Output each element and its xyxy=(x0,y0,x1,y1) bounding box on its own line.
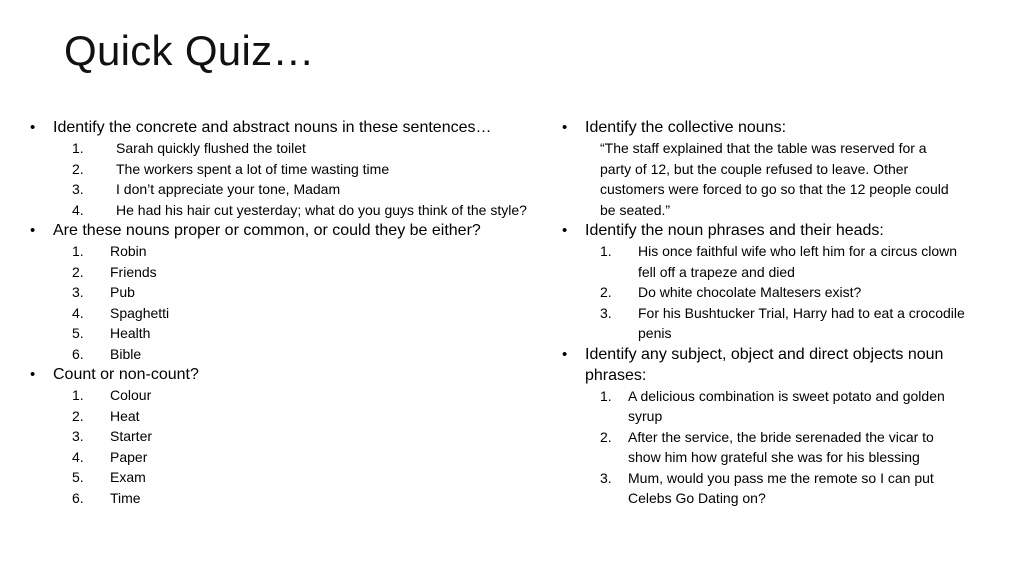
subject-object-list xyxy=(560,386,980,509)
item-text: Spaghetti xyxy=(110,304,170,321)
item-text: Pub xyxy=(110,284,135,300)
bullet-icon: • xyxy=(30,366,36,383)
item-text: Sarah quickly flushed the toilet xyxy=(116,140,306,156)
bullet-heading: Are these nouns proper or common, or could they be either? xyxy=(53,222,481,239)
quote-block xyxy=(560,138,980,220)
item-number: 6. xyxy=(72,345,84,362)
bullet-icon: • xyxy=(30,119,36,136)
item-text: Bible xyxy=(110,345,142,362)
list-item xyxy=(560,427,968,468)
item-text: Friends xyxy=(110,263,157,280)
item-text: Colour xyxy=(110,387,152,403)
item-number: 2. xyxy=(72,407,84,424)
item-text: A delicious combination is sweet potato and golden syrup xyxy=(628,387,945,424)
list-item xyxy=(560,386,968,427)
bullet-proper-common xyxy=(28,220,548,241)
bullet-icon: • xyxy=(562,119,568,136)
bullet-icon: • xyxy=(562,222,568,239)
list-item xyxy=(560,282,968,303)
list-item xyxy=(28,159,548,180)
list-item xyxy=(28,282,548,303)
list-item xyxy=(560,468,968,509)
list-item xyxy=(28,179,548,200)
item-text: Robin xyxy=(110,243,147,259)
list-item xyxy=(28,200,532,221)
list-item xyxy=(28,241,548,262)
list-item xyxy=(28,426,548,447)
right-column xyxy=(560,117,980,509)
list-item xyxy=(28,323,548,344)
item-number: 1. xyxy=(72,243,84,259)
item-number: 1. xyxy=(600,243,612,259)
item-text: He had his hair cut yesterday; what do you guys think of the style? xyxy=(116,201,527,218)
bullet-heading: Count or non-count? xyxy=(53,366,199,383)
left-column xyxy=(28,117,548,508)
slide-title: Quick Quiz… xyxy=(64,27,315,74)
item-text: Do white chocolate Maltesers exist? xyxy=(638,284,862,300)
item-number: 3. xyxy=(600,304,612,321)
item-text: The workers spent a lot of time wasting time xyxy=(116,160,390,177)
item-number: 3. xyxy=(600,469,612,486)
quote-text: “The staff explained that the table was reserved for a party of 12, but the couple refused to leave. Other customers were forced to go so that the 12 people could be seated.” xyxy=(600,140,949,218)
item-text: Mum, would you pass me the remote so I can put Celebs Go Dating on? xyxy=(628,469,934,506)
item-number: 1. xyxy=(72,387,84,403)
list-item xyxy=(28,303,548,324)
bullet-collective-nouns xyxy=(560,117,980,138)
item-text: Starter xyxy=(110,428,153,444)
item-number: 3. xyxy=(72,181,84,197)
item-text: Exam xyxy=(110,469,146,485)
item-number: 5. xyxy=(72,469,84,485)
item-text: His once faithful wife who left him for a circus clown fell off a trapeze and died xyxy=(638,243,958,280)
bullet-heading: Identify the concrete and abstract nouns in these sentences… xyxy=(53,119,492,136)
bullet-noun-phrases xyxy=(560,220,980,241)
item-number: 6. xyxy=(72,489,84,506)
item-number: 4. xyxy=(72,201,84,218)
list-item xyxy=(28,262,548,283)
item-text: Time xyxy=(110,489,141,506)
item-number: 2. xyxy=(72,263,84,280)
item-text: Heat xyxy=(110,407,140,424)
item-number: 4. xyxy=(72,448,84,465)
list-item xyxy=(28,467,548,488)
item-number: 4. xyxy=(72,304,84,321)
phrase-list xyxy=(560,241,980,344)
bullet-count-noncount xyxy=(28,364,548,385)
bullet-heading: Identify the noun phrases and their heads: xyxy=(585,222,884,239)
item-number: 1. xyxy=(72,140,84,156)
item-text: For his Bushtucker Trial, Harry had to eat a crocodile penis xyxy=(638,304,965,341)
item-number: 3. xyxy=(72,284,84,300)
item-number: 3. xyxy=(72,428,84,444)
count-list xyxy=(28,385,548,508)
item-text: After the service, the bride serenaded the vicar to show him how grateful she was for his blessing xyxy=(628,428,934,465)
item-number: 2. xyxy=(600,428,612,445)
list-item xyxy=(560,303,968,344)
list-item xyxy=(28,447,548,468)
bullet-icon: • xyxy=(30,222,36,239)
item-number: 1. xyxy=(600,387,612,404)
bullet-heading: Identify any subject, object and direct objects noun phrases: xyxy=(585,345,944,384)
item-number: 2. xyxy=(600,284,612,300)
item-text: Paper xyxy=(110,448,148,465)
bullet-concrete-abstract xyxy=(28,117,548,138)
list-item xyxy=(28,385,548,406)
list-item xyxy=(28,406,548,427)
bullet-subject-object xyxy=(560,344,965,386)
noun-list xyxy=(28,241,548,364)
item-number: 2. xyxy=(72,160,84,177)
bullet-icon: • xyxy=(562,345,568,363)
list-item xyxy=(28,138,548,159)
list-item xyxy=(28,488,548,509)
item-text: Health xyxy=(110,325,151,341)
sentence-list xyxy=(28,138,548,220)
list-item xyxy=(560,241,968,282)
bullet-heading: Identify the collective nouns: xyxy=(585,119,787,136)
item-text: I don’t appreciate your tone, Madam xyxy=(116,181,341,197)
list-item xyxy=(28,344,548,365)
item-number: 5. xyxy=(72,325,84,341)
